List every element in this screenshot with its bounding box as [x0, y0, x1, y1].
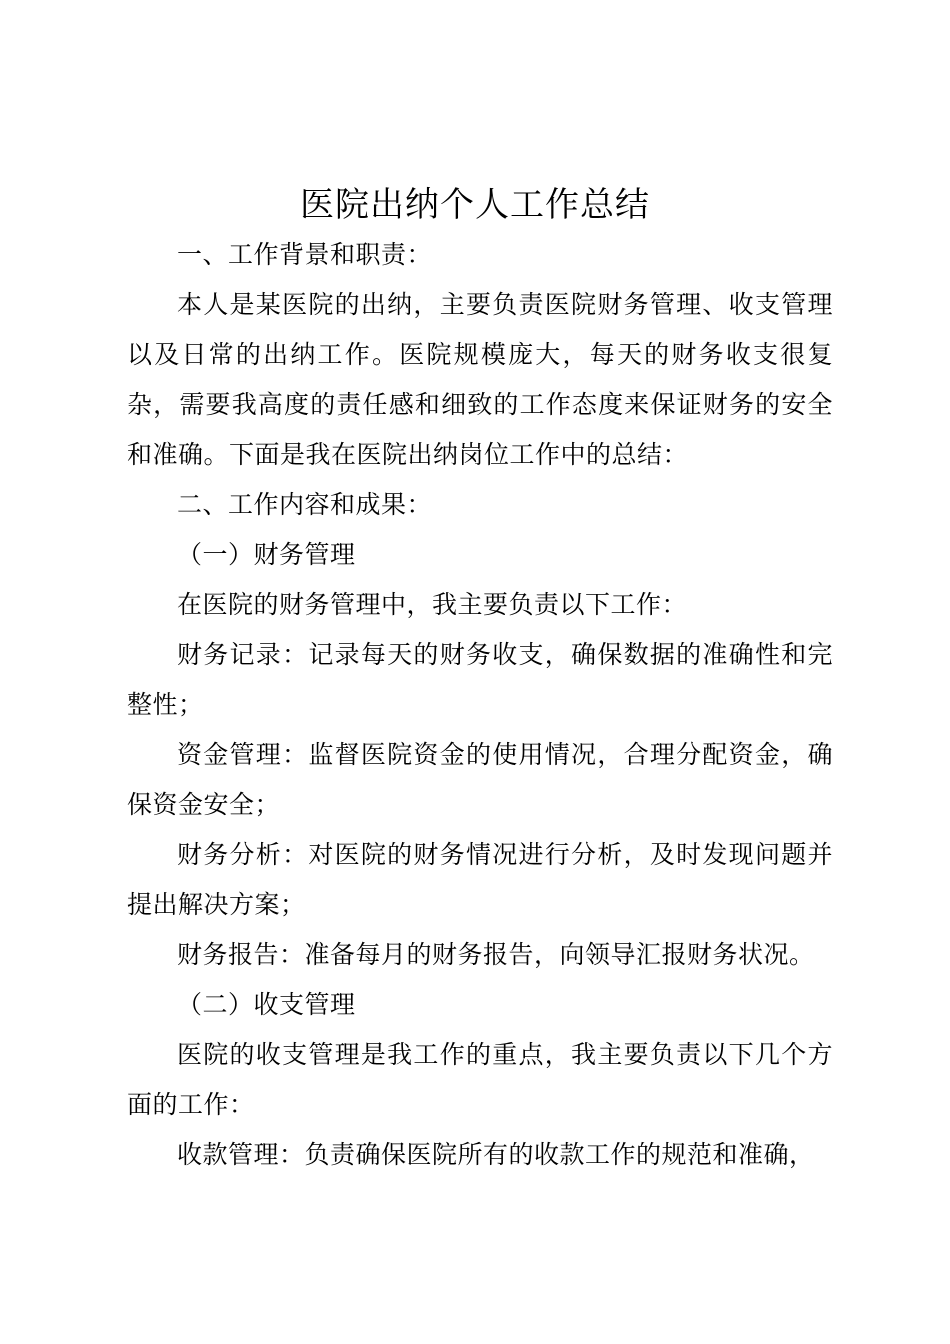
document-body	[127, 230, 833, 1180]
document-title: 医院出纳个人工作总结	[300, 185, 650, 225]
list-item-fund-management: 资金管理：监督医院资金的使用情况，合理分配资金，确保资金安全；	[127, 740, 833, 819]
list-item-finance-record: 财务记录：记录每天的财务收支，确保数据的准确性和完整性；	[127, 640, 833, 719]
paragraph-income-expense-intro: 医院的收支管理是我工作的重点，我主要负责以下几个方面的工作：	[127, 1040, 833, 1119]
list-item-collection-management: 收款管理：负责确保医院所有的收款工作的规范和准确，	[177, 1140, 815, 1169]
section-heading-background: 一、工作背景和职责：	[177, 240, 433, 269]
paragraph-introduction: 本人是某医院的出纳，主要负责医院财务管理、收支管理以及日常的出纳工作。医院规模庞大，每天的财务收支很复杂，需要我高度的责任感和细致的工作态度来保证财务的安全和准确。下面是我在医院出纳岗位工作中的总结：	[127, 290, 833, 469]
subsection-heading-finance: （一）财务管理	[177, 540, 356, 569]
list-item-finance-analysis: 财务分析：对医院的财务情况进行分析，及时发现问题并提出解决方案；	[127, 840, 833, 919]
section-heading-content: 二、工作内容和成果：	[177, 490, 433, 519]
paragraph-finance-intro: 在医院的财务管理中，我主要负责以下工作：	[177, 590, 688, 619]
list-item-finance-report: 财务报告：准备每月的财务报告，向领导汇报财务状况。	[177, 940, 815, 969]
subsection-heading-income-expense: （二）收支管理	[177, 990, 356, 1019]
